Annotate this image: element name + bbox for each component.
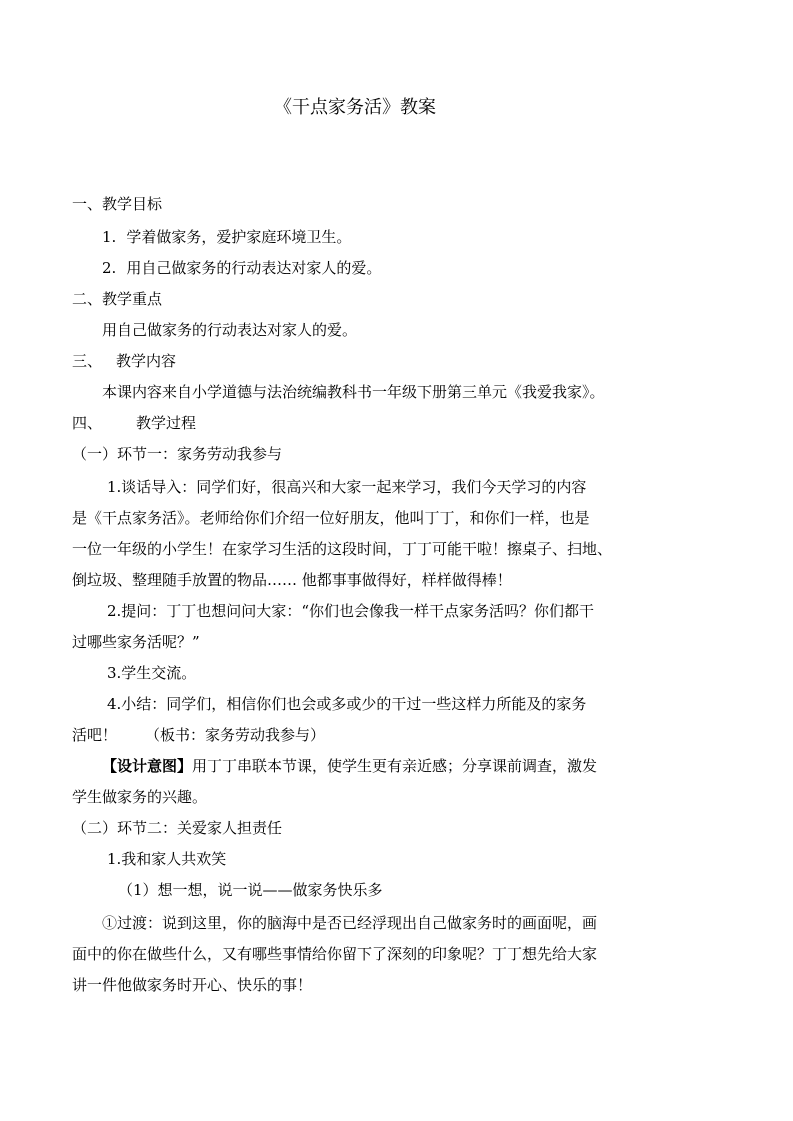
goal-item-text: 用自己做家务的行动表达对家人的爱。 (126, 259, 382, 277)
goal-item (102, 227, 351, 247)
goal-item-text: 学着做家务，爱护家庭环境卫生。 (126, 228, 352, 246)
paragraph-line: 讲一件他做家务时开心、快乐的事！ (72, 976, 313, 994)
design-intent-text: 用丁丁串联本节课，使学生更有亲近感；分享课前调查，激发 (192, 757, 598, 775)
subsection-heading-part2: （二）环节二：关爱家人担责任 (72, 819, 283, 837)
section-heading-key-points: 二、教学重点 (72, 290, 163, 308)
paragraph-line: 2.提问：丁丁也想问问大家：“你们也会像我一样干点家务活吗？你们都干 (107, 602, 594, 620)
paragraph-line (72, 725, 325, 745)
key-points-text: 用自己做家务的行动表达对家人的爱。 (102, 321, 358, 339)
section-number: 三、 (72, 352, 103, 370)
sub-heading: 1.我和家人共欢笑 (107, 850, 227, 868)
paragraph-line: 面中的你在做些什么，又有哪些事情给你留下了深刻的印象呢？丁丁想先给大家 (72, 945, 598, 963)
content-text: 本课内容来自小学道德与法治统编教科书一年级下册第三单元《我爱我家》。 (102, 383, 605, 401)
section-heading-goals: 一、教学目标 (72, 195, 163, 213)
paragraph-line: 3.学生交流。 (107, 664, 197, 682)
design-intent-line (102, 756, 597, 776)
sub-sub-heading: （1）想一想，说一说——做家务快乐多 (118, 881, 383, 899)
subsection-heading-part1: （一）环节一：家务劳动我参与 (72, 445, 283, 463)
goal-item (102, 258, 381, 278)
section-title: 教学过程 (136, 414, 197, 432)
paragraph-line: 学生做家务的兴趣。 (72, 788, 208, 806)
goal-item-number: 1. (102, 228, 117, 246)
paragraph-line: ①过渡：说到这里，你的脑海中是否已经浮现出自己做家务时的画面呢，画 (102, 914, 598, 932)
section-heading-process (72, 413, 196, 433)
section-title: 教学内容 (116, 352, 177, 370)
paragraph-line: 4.小结：同学们，相信你们也会或多或少的干过一些这样力所能及的家务 (107, 695, 587, 713)
section-heading-content (72, 351, 176, 371)
paragraph-line: 过哪些家务活呢？” (72, 633, 200, 651)
goal-item-number: 2. (102, 259, 117, 277)
paragraph-text: 活吧！ (72, 726, 118, 744)
design-intent-label: 【设计意图】 (102, 757, 193, 775)
section-number: 四、 (72, 414, 103, 432)
paragraph-line: 倒垃圾、整理随手放置的物品…… 他都事事做得好，样样做得棒！ (72, 571, 512, 589)
board-note: （板书：家务劳动我参与） (145, 726, 326, 744)
paragraph-line: 是《干点家务活》。老师给你们介绍一位好朋友，他叫丁丁，和你们一样，也是 (72, 509, 590, 527)
document-title: 《干点家务活》教案 (274, 97, 436, 118)
paragraph-line: 一位一年级的小学生！在家学习生活的这段时间，丁丁可能干啦！擦桌子、扫地、 (72, 540, 613, 558)
paragraph-line: 1.谈话导入：同学们好，很高兴和大家一起来学习，我们今天学习的内容 (107, 478, 587, 496)
